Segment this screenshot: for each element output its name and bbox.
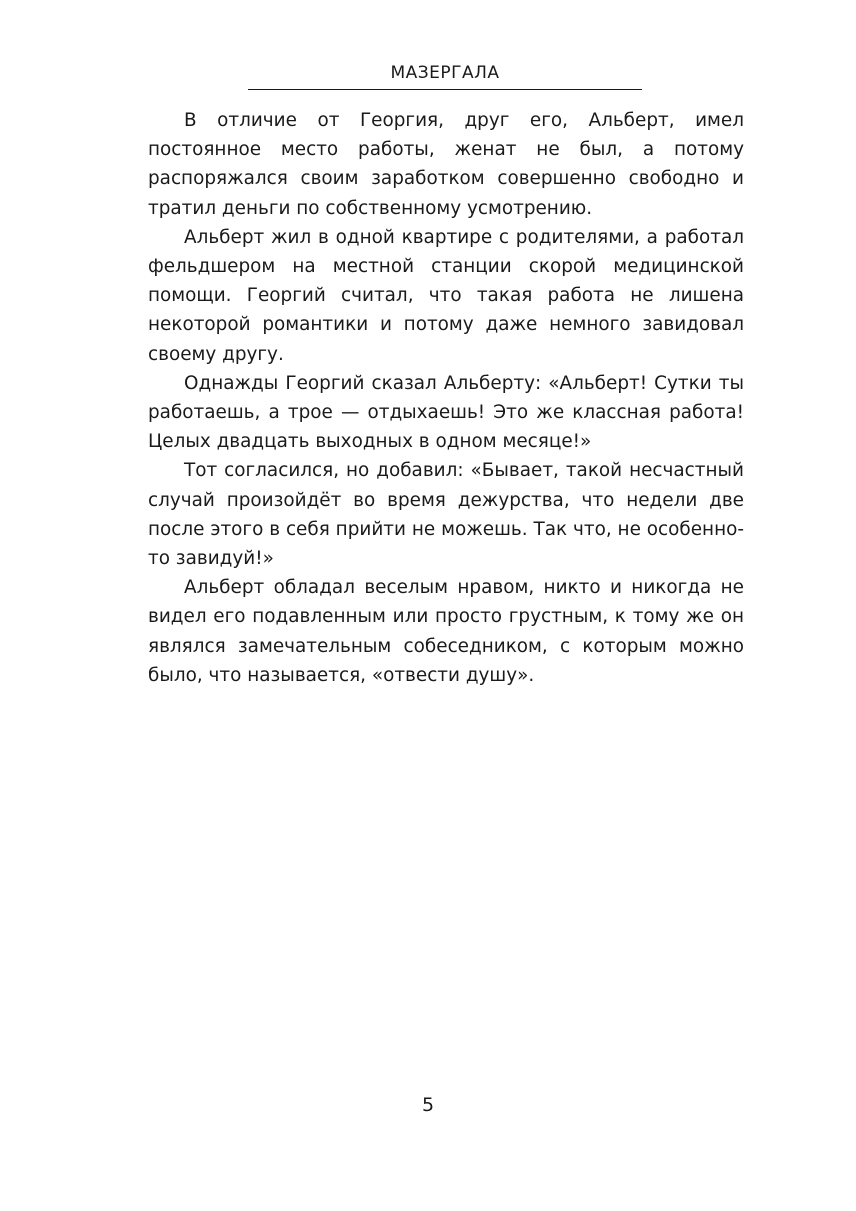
body-text: [148, 106, 744, 690]
paragraph: В отличие от Георгия, друг его, Альберт, имел постоянное место работы, женат не был, а потому распоряжался своим заработком совершенно свободно и тратил деньги по собственному усмотрению.: [148, 110, 744, 219]
header-rule: [248, 89, 642, 90]
paragraph: Альберт жил в одной квартире с родителями, а работал фельдшером на местной станции скорой медицинской помощи. Георгий считал, что такая работа не лишена некоторой романтики и потому даже немного завидовал своему другу.: [148, 226, 744, 365]
page-number: 5: [421, 1094, 435, 1116]
paragraph: Альберт обладал веселым нравом, никто и никогда не видел его подавленным или просто грустным, к тому же он являлся замечательным собеседником, с которым можно было, что называется, «отвести душу».: [148, 577, 744, 686]
paragraph: Однажды Георгий сказал Альберту: «Альберт! Сутки ты работаешь, а трое — отдыхаешь! Это же классная работа! Целых двадцать выходных в одном месяце!»: [148, 372, 744, 453]
paragraph: Тот согласился, но добавил: «Бывает, такой несчастный случай произойдёт во время дежурства, что недели две после этого в себя прийти не можешь. Так что, не особенно-то завидуй!»: [148, 460, 744, 570]
running-head-title: МАЗЕРГАЛА: [390, 63, 500, 83]
